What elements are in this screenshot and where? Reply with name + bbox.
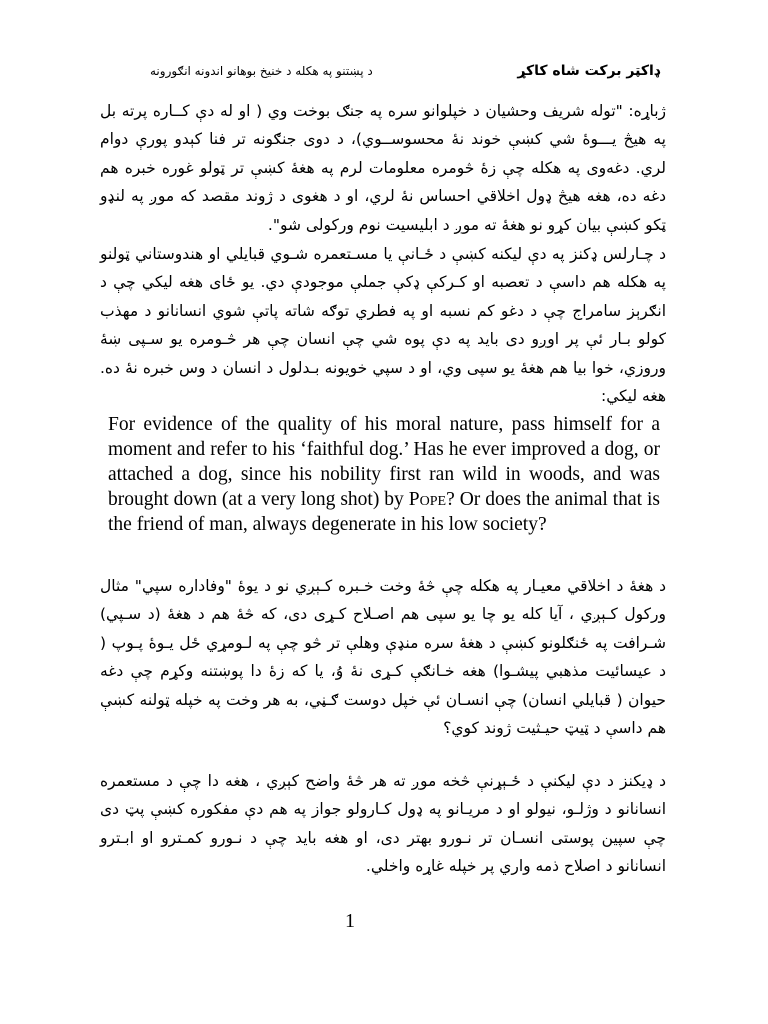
running-header <box>150 58 660 84</box>
english-quote-pope: Pope <box>408 489 447 510</box>
english-quote <box>108 412 660 537</box>
header-author: ډاکټر برکت شاه کاکړ <box>517 63 660 79</box>
english-quote-part-1: For evidence of the quality of his moral nature, pass himself for a moment and refer to his ‘faithful dog.’ Has he ever improved a dog, or attached a dog, since his nobility first ran wild in woods, and was brought down (at a very long shot) by <box>108 414 660 510</box>
paragraph-analysis: د ډیکنز د دې لیکنې د ځـېړنې څخه موږ ته هر څهٔ واضح کېږي ، هغه دا چې د مستعمره انسانانو د وژلـو، نیولو او د مریـانو په ډول کـارولو جواز په هم دې مفکوره کښې پټ دی چې سپین پوستی انسـان تر نـورو بهتر دی، او هغه باید چې د نـورو کمـترو او ابـترو انسانانو د اصلاح ذمه واري پر خپله غاړه واخلي. <box>100 772 666 876</box>
page-number: 1 <box>345 910 355 932</box>
paragraph-dickens-intro: د چـارلس ډکنز په دې لیکنه کښې د ځـانې یا مسـتعمره شـوي قبایلي او هندوستاني ټولنو په هکله هم داسې د تعصبه او کـرکې ډکې جملې موجودې دي. یو ځای هغه لیکي چې د انګرېز سامراج چې د دغو کم نسبه او په فطري توګه شاته پاتې شوي انسانانو د مهذب کولو بـار ئې پر اوږو دی باید په دې پوه شي چې انسان چې هر څـومره یو سـپی ښهٔ وروزي، خوا بیا هم هغهٔ یو سپی وي، او د سپي خویونه بـدلول د انسان د وس خبره نهٔ ده. هغه لیکي: <box>100 245 666 406</box>
english-quote-part-2: ? Or does the animal that is the friend of man, always degenerate in his low society? <box>108 489 660 535</box>
header-book-title: د پښتنو په هکله د خنیخ بوهانو اندونه انګورونه <box>150 64 373 78</box>
paragraph-translation: ژباړه: "توله شریف وحشیان د خپلوانو سره په جنګ بوخت وي ( او له دې کــاره پرته بل په هیڅ یـــوهٔ شي کښې خوند نهٔ محسوســوي)، د دوی جنګونه تر فنا کېدو پورې دوام لري. دغه‌وی په هکله چې زهٔ څومره معلومات لرم په هغهٔ کښې تر ټولو غوره خبره هم دغه ده، هغه هیڅ ډول اخلاقي احساس نهٔ لري، او د هغوی د ژوند مقصد که موږ په لنډو ټکو کښې بیان کړو نو هغهٔ ته موږ د ابلیسیت نوم ورکولی شو". <box>100 102 666 234</box>
paragraph-quote-translation: د هغهٔ د اخلاقي معیـار په هکله چې څهٔ وخت خـبره کـېږي نو د یوهٔ "وفاداره سپي" مثال ورکول کـېږي ، آیا کله یو چا یو سپی هم اصـلاح کـړی دی، که څهٔ هم د هغهٔ (د سـپي) شـرافت په ځنګلونو کښې د هغهٔ سره منډې وهلې تر څو چې په لـومړي ځل یـوهٔ پـوپ ( د عیسائیت مذهبي پیشـوا) هغه خـانګې کـړی نهٔ وُ، یا که زهٔ دا پوښتنه وکړم چې دغه حیوان ( قبایلي انسان) چې انسـان ئې خپل دوست ګـڼي، به هر وخت په خپله ټولنه کښې هم داسې د ټیټ حیـثیت ژوند کوي؟ <box>100 577 666 738</box>
